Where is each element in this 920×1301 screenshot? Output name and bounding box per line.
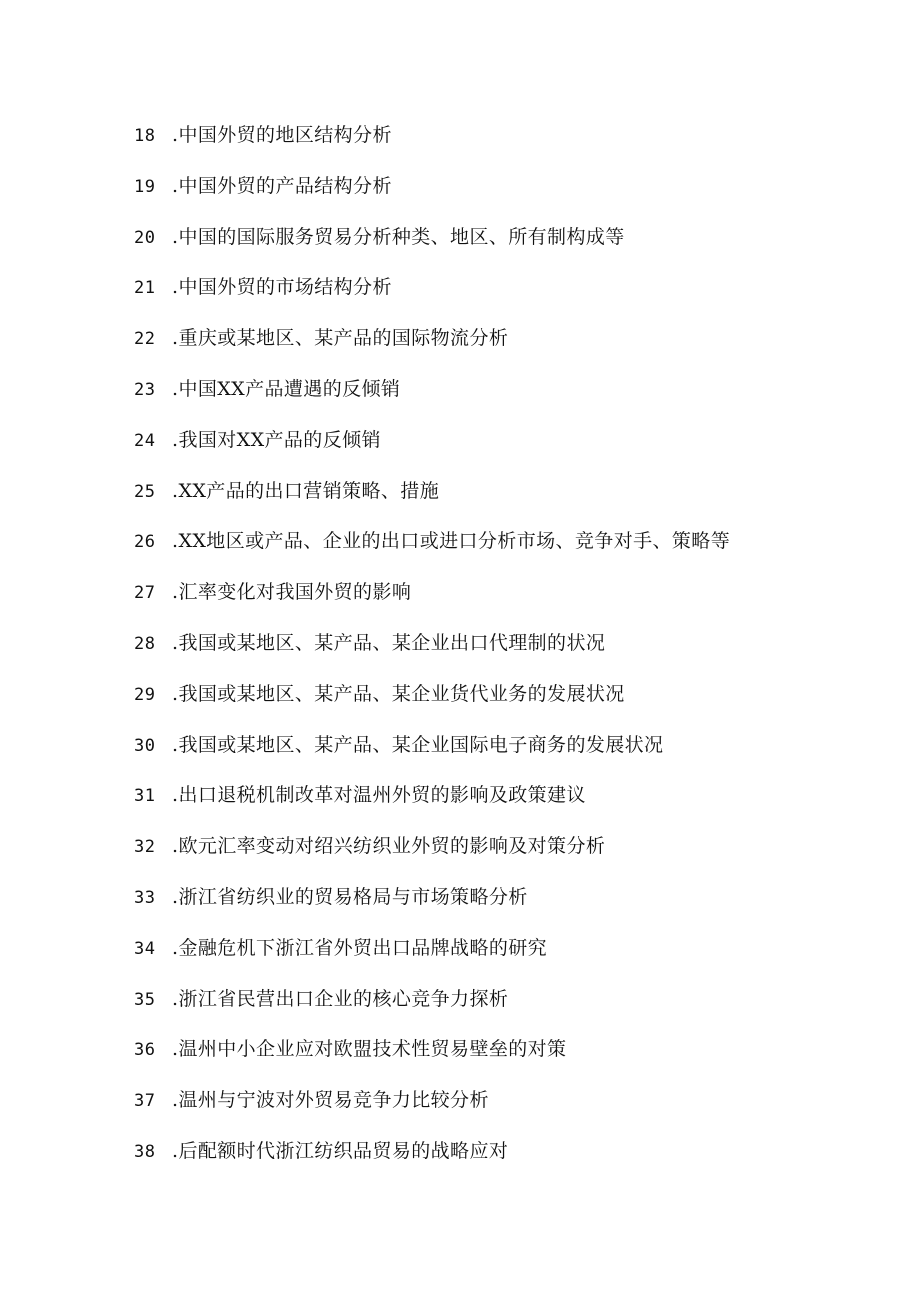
list-item	[134, 831, 730, 882]
item-number: 35	[134, 989, 156, 1010]
item-number: 21	[134, 278, 156, 299]
list-item	[134, 1085, 730, 1136]
item-text: .浙江省民营出口企业的核心竞争力探析	[172, 987, 509, 1010]
item-number: 28	[134, 633, 156, 654]
item-number: 37	[134, 1091, 156, 1112]
list-item	[134, 1034, 730, 1085]
list-item	[134, 984, 730, 1035]
item-text: .中国的国际服务贸易分析种类、地区、所有制构成等	[172, 225, 625, 248]
list-item	[134, 374, 730, 425]
list-item	[134, 476, 730, 527]
list-item	[134, 577, 730, 628]
item-number: 34	[134, 938, 156, 959]
item-text: .中国外贸的地区结构分析	[172, 124, 392, 146]
list-item	[134, 171, 730, 222]
item-number: 38	[134, 1141, 156, 1162]
item-number: 33	[134, 887, 156, 908]
item-number: 29	[134, 684, 156, 705]
item-text: .金融危机下浙江省外贸出口品牌战略的研究	[172, 936, 548, 959]
item-text: .重庆或某地区、某产品的国际物流分析	[172, 327, 509, 350]
item-text: .欧元汇率变动对绍兴纺织业外贸的影响及对策分析	[172, 835, 606, 858]
item-number: 26	[134, 532, 156, 553]
item-number: 25	[134, 481, 156, 502]
item-text: .后配额时代浙江纺织品贸易的战略应对	[172, 1139, 509, 1162]
item-text: .温州与宁波对外贸易竞争力比较分析	[172, 1089, 489, 1112]
item-text: .XX产品的出口营销策略、措施	[172, 479, 440, 502]
item-text: .中国外贸的产品结构分析	[172, 174, 392, 197]
list-item	[134, 882, 730, 933]
item-number: 31	[134, 786, 156, 807]
list-item	[134, 425, 730, 476]
item-text: .我国或某地区、某产品、某企业出口代理制的状况	[172, 631, 606, 654]
item-number: 19	[134, 176, 156, 197]
item-number: 32	[134, 837, 156, 858]
list-item	[134, 120, 730, 171]
item-text: .温州中小企业应对欧盟技术性贸易壁垒的对策	[172, 1038, 567, 1061]
list-item	[134, 1136, 730, 1187]
item-text: .浙江省纺织业的贸易格局与市场策略分析	[172, 885, 528, 908]
item-number: 27	[134, 583, 156, 604]
item-number: 20	[134, 227, 156, 248]
item-text: .我国对XX产品的反倾销	[172, 428, 381, 451]
item-number: 18	[134, 126, 156, 146]
item-text: .我国或某地区、某产品、某企业货代业务的发展状况	[172, 682, 625, 705]
list-item	[134, 628, 730, 679]
item-text: .中国XX产品遭遇的反倾销	[172, 377, 401, 400]
item-text: .我国或某地区、某产品、某企业国际电子商务的发展状况	[172, 733, 664, 756]
item-number: 30	[134, 735, 156, 756]
item-text: .出口退税机制改革对温州外贸的影响及政策建议	[172, 784, 586, 807]
item-text: .汇率变化对我国外贸的影响	[172, 581, 412, 604]
list-item	[134, 323, 730, 374]
item-number: 36	[134, 1040, 156, 1061]
list-item	[134, 679, 730, 730]
list-item	[134, 222, 730, 273]
item-number: 23	[134, 379, 156, 400]
topic-list	[134, 120, 730, 1187]
item-text: .中国外贸的市场结构分析	[172, 276, 392, 299]
list-item	[134, 933, 730, 984]
list-item	[134, 272, 730, 323]
list-item	[134, 780, 730, 831]
item-number: 22	[134, 329, 156, 350]
item-text: .XX地区或产品、企业的出口或进口分析市场、竞争对手、策略等	[172, 530, 731, 553]
item-number: 24	[134, 430, 156, 451]
list-item	[134, 526, 730, 577]
list-item	[134, 730, 730, 781]
